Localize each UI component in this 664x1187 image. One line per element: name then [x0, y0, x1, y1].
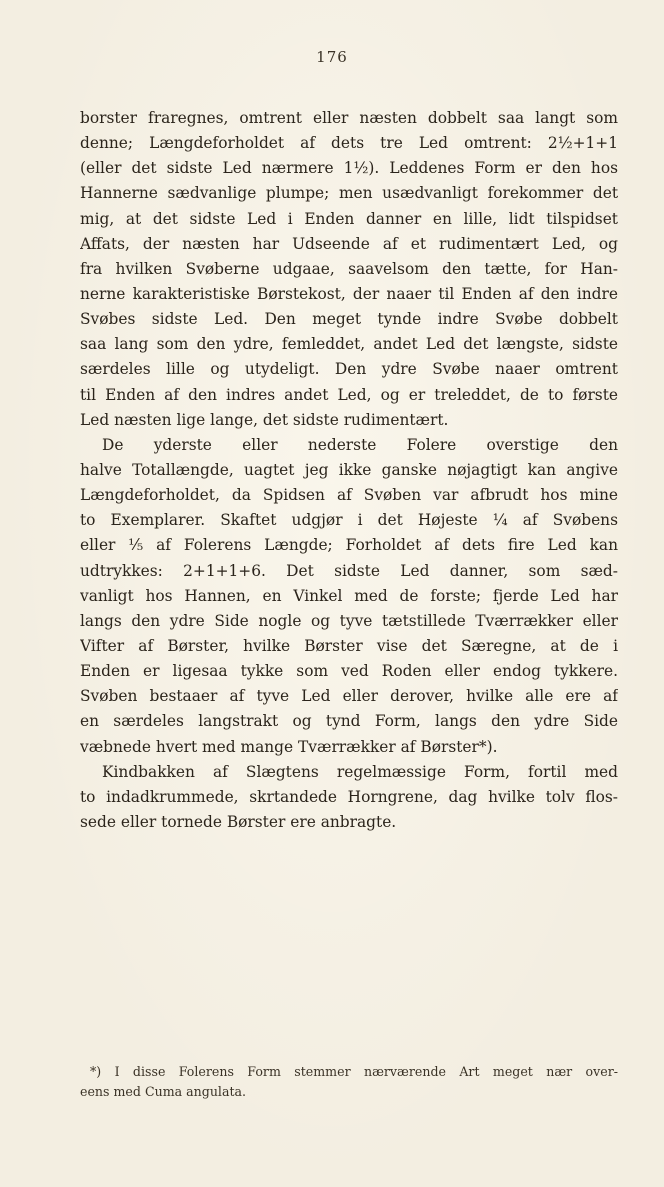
text-line: Længdeforholdet, da Spidsen af Svøben var afbrudt hos mine [80, 486, 618, 505]
text-line: vanligt hos Hannen, en Vinkel med de forste; fjerde Led har [80, 586, 618, 605]
text-line: to Exemplarer. Skaftet udgjør i det Højeste ¼ af Svøbens [80, 511, 618, 530]
text-line: borster fraregnes, omtrent eller næsten dobbelt saa langt som [80, 109, 618, 127]
footnote [80, 1062, 618, 1102]
footnote-line: eens med Cuma angulata. [80, 1084, 247, 1099]
text-line: fra hvilken Svøberne udgaae, saavelsom den tætte, for Han- [80, 259, 618, 278]
text-line: nerne karakteristiske Børstekost, der naaer til Enden af den indre [80, 284, 618, 303]
text-line: (eller det sidste Led nærmere 1½). Leddenes Form er den hos [80, 159, 618, 178]
page-number: 176 [316, 48, 348, 66]
text-line: De yderste eller nederste Folere overstige den [102, 435, 618, 454]
text-line: mig, at det sidste Led i Enden danner en lille, lidt tilspidset [80, 209, 618, 228]
text-line: Vifter af Børster, hvilke Børster vise det Særegne, at de i [80, 636, 618, 655]
text-line: Affats, der næsten har Udseende af et rudimentært Led, og [80, 234, 618, 253]
text-line: særdeles lille og utydeligt. Den ydre Svøbe naaer omtrent [80, 360, 618, 379]
text-line: en særdeles langstrakt og tynd Form, langs den ydre Side [80, 712, 618, 731]
text-line: saa lang som den ydre, femleddet, andet Led det længste, sidste [80, 335, 618, 354]
text-line: Svøben bestaaer af tyve Led eller derover, hvilke alle ere af [80, 687, 618, 706]
text-line: eller ⅕ af Folerens Længde; Forholdet af dets fire Led kan [80, 536, 618, 555]
text-line: langs den ydre Side nogle og tyve tætstillede Tværrækker eller [80, 611, 618, 630]
footnote-line: *) I disse Folerens Form stemmer nærværende Art meget nær over- [90, 1064, 618, 1079]
text-line: væbnede hvert med mange Tværrækker af Børster*). [80, 737, 498, 756]
text-line: udtrykkes: 2+1+1+6. Det sidste Led danner, som sæd- [80, 561, 618, 580]
text-line: denne; Længdeforholdet af dets tre Led omtrent: 2½+1+1 [80, 134, 618, 153]
text-line: Hannerne sædvanlige plumpe; men usædvanligt forekommer det [80, 184, 618, 203]
text-line: Kindbakken af Slægtens regelmæssige Form, fortil med [102, 762, 618, 781]
text-line: til Enden af den indres andet Led, og er treleddet, de to første [80, 385, 618, 404]
body-text [80, 106, 618, 835]
text-line: Svøbes sidste Led. Den meget tynde indre Svøbe dobbelt [80, 310, 618, 329]
text-line: halve Totallængde, uagtet jeg ikke ganske nøjagtigt kan angive [80, 460, 618, 479]
text-line: Enden er ligesaa tykke som ved Roden eller endog tykkere. [80, 662, 618, 681]
text-line: to indadkrummede, skrtandede Horngrene, dag hvilke tolv flos- [80, 787, 618, 806]
text-line: sede eller tornede Børster ere anbragte. [80, 812, 397, 831]
text-line: Led næsten lige lange, det sidste rudimentært. [80, 410, 449, 429]
